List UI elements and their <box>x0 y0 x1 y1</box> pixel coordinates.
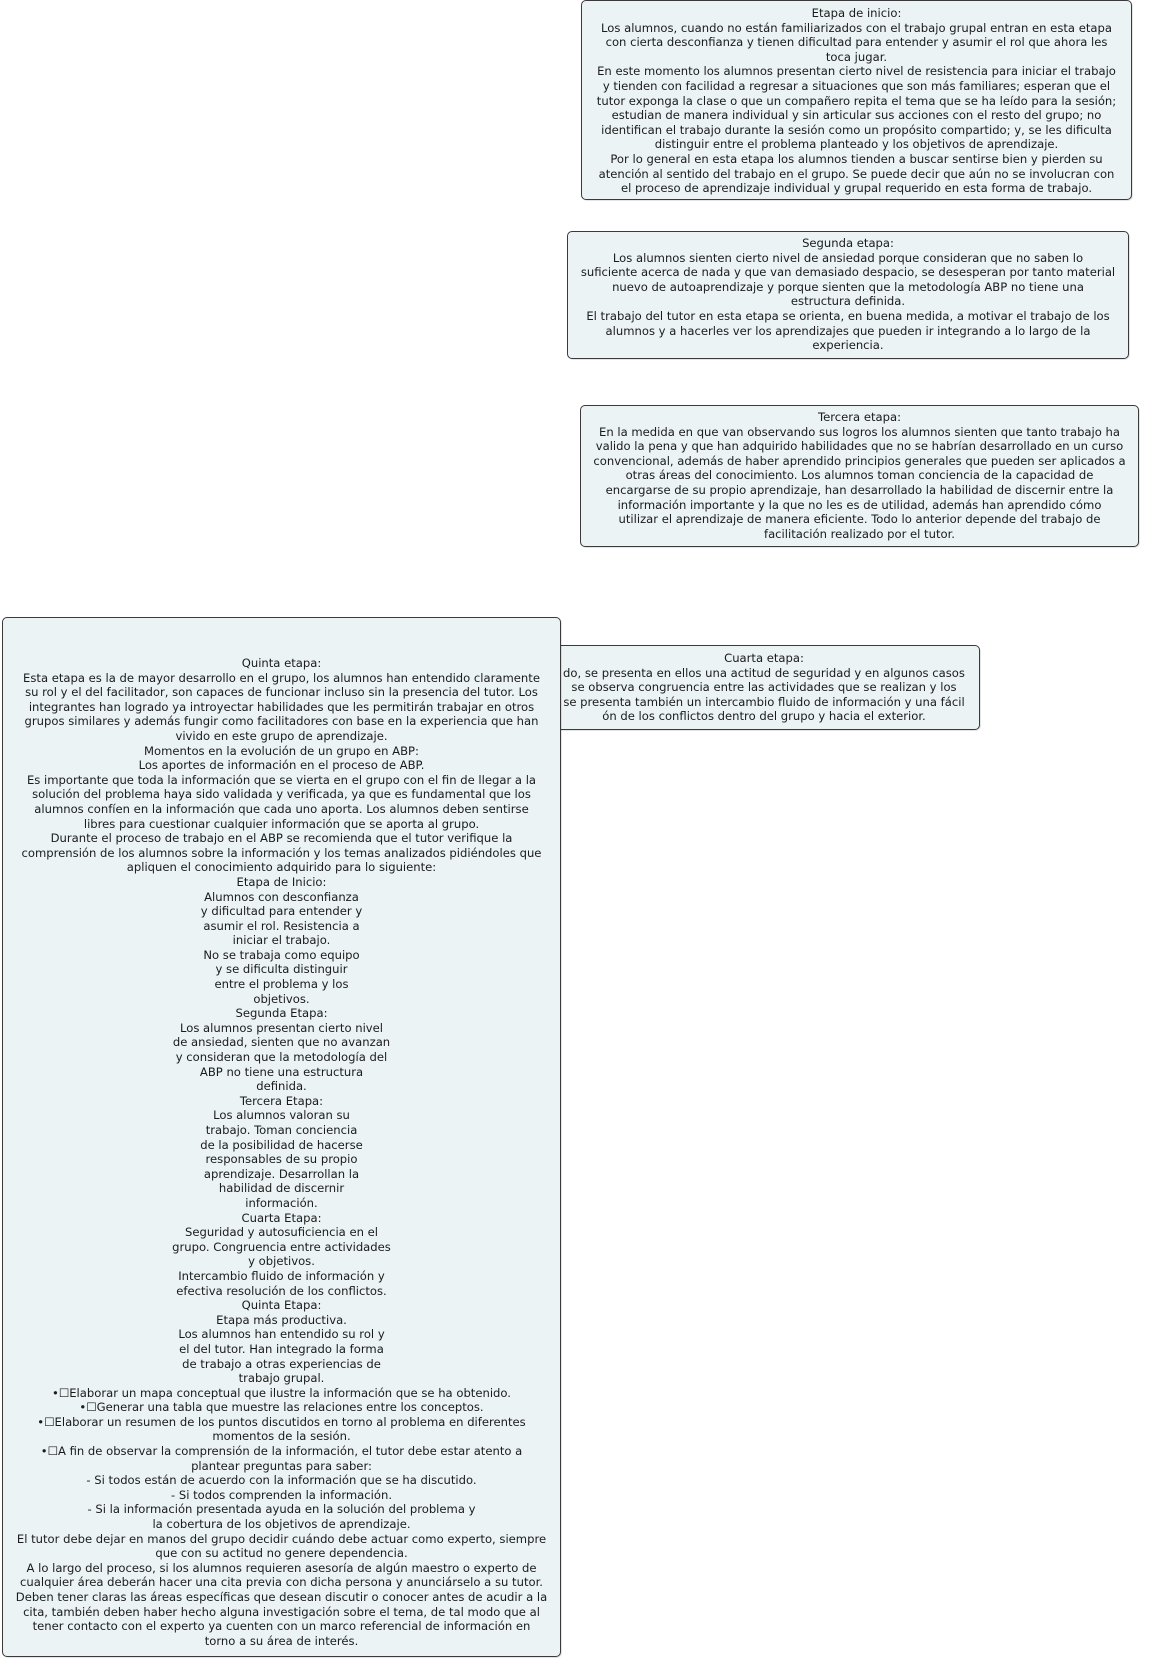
node-text-line: cualquier área deberán hacer una cita previa con dicha persona y anunciárselo a su tutor. <box>20 1575 543 1590</box>
node-text-line: iniciar el trabajo. <box>232 933 331 948</box>
node-text-line: estudian de manera individual y sin articular sus acciones con el resto del grupo; no <box>611 108 1102 123</box>
node-segunda-etapa[interactable] <box>567 231 1129 359</box>
node-text-line: •☐A fin de observar la comprensión de la información, el tutor debe estar atento a <box>40 1444 523 1459</box>
node-text-line: de la posibilidad de hacerse <box>200 1137 363 1152</box>
node-text-line: El trabajo del tutor en esta etapa se orienta, en buena medida, a motivar el trabajo de los <box>586 308 1110 323</box>
node-text-line: vivido en este grupo de aprendizaje. <box>175 728 388 743</box>
node-text-line: identifican el trabajo durante la sesión como un propósito compartido; y, se les dificulta <box>601 122 1112 137</box>
node-text-line: Alumnos con desconfianza <box>204 889 359 904</box>
node-text-line: su rol y el del facilitador, son capaces de funcionar incluso sin la presencia del tutor. Los <box>25 685 538 700</box>
node-text-line: Momentos en la evolución de un grupo en ABP: <box>144 743 419 758</box>
node-text-line: objetivos. <box>253 991 310 1006</box>
node-text-line: responsables de su propio <box>205 1152 358 1167</box>
node-text-line: Los alumnos valoran su <box>213 1108 350 1123</box>
node-text-line: de ansiedad, sienten que no avanzan <box>172 1035 391 1050</box>
node-text-line: aprendizaje. Desarrollan la <box>203 1166 360 1181</box>
node-text-line: de trabajo a otras experiencias de <box>182 1356 381 1371</box>
node-text-line: Los alumnos sienten cierto nivel de ansiedad porque consideran que no saben lo <box>612 250 1084 265</box>
node-text-line: cita, también deben haber hecho alguna investigación sobre el tema, de tal modo que al <box>23 1604 540 1619</box>
node-text-line: Segunda Etapa: <box>235 1006 328 1021</box>
node-text-line: comprensión de los alumnos sobre la información y los temas analizados pidiéndoles que <box>21 845 542 860</box>
node-text-line: distinguir entre el problema planteado y los objetivos de aprendizaje. <box>654 137 1059 152</box>
node-title: Segunda etapa: <box>802 236 894 250</box>
node-text-line: - Si todos comprenden la información. <box>170 1487 393 1502</box>
node-text-line: con cierta desconfianza y tienen dificultad para entender y asumir el rol que ahora les <box>605 35 1108 50</box>
node-text-line: No se trabaja como equipo <box>203 947 360 962</box>
node-text-line: información importante y la que no les es de utilidad, además han aprendido cómo <box>617 497 1102 512</box>
node-cuarta-etapa[interactable] <box>548 645 980 730</box>
node-text-line: Cuarta Etapa: <box>241 1210 322 1225</box>
node-text-line: ón de los conflictos dentro del grupo y hacia el exterior. <box>602 709 926 724</box>
node-text-line: grupos similares y además fungir como facilitadores con base en la experiencia que han <box>24 714 539 729</box>
node-text-line: libres para cuestionar cualquier información que se aporta al grupo. <box>83 816 480 831</box>
node-text-line: y objetivos. <box>248 1254 315 1269</box>
node-text-line: Los alumnos presentan cierto nivel <box>179 1020 384 1035</box>
node-text-line: experiencia. <box>812 338 884 353</box>
node-text-line: En la medida en que van observando sus logros los alumnos sienten que tanto trabajo ha <box>599 424 1120 439</box>
node-text-line: Los alumnos han entendido su rol y <box>178 1327 385 1342</box>
node-text-line: •☐Generar una tabla que muestre las relaciones entre los conceptos. <box>79 1400 484 1415</box>
node-text-line: el proceso de aprendizaje individual y grupal requerido en esta forma de trabajo. <box>620 181 1093 196</box>
node-text-line: otras áreas del conocimiento. Los alumnos toman conciencia de la capacidad de <box>625 468 1094 483</box>
node-text-line: estructura definida. <box>790 294 906 309</box>
node-text-line: Tercera Etapa: <box>239 1093 324 1108</box>
node-text-line: integrantes han logrado ya introyectar habilidades que les permitirán trabajar en otros <box>28 699 535 714</box>
node-text-line: Seguridad y autosuficiencia en el <box>184 1225 378 1240</box>
node-text-line: convencional, además de haber aprendido principios generales que pueden ser aplicados a <box>593 453 1126 468</box>
node-text-line: trabajo grupal. <box>238 1371 325 1386</box>
node-text-line: información. <box>245 1195 318 1210</box>
node-text-line: - Si todos están de acuerdo con la información que se ha discutido. <box>86 1473 477 1488</box>
node-text-line: tener contacto con el experto ya cuenten con un marco referencial de información en <box>32 1619 531 1634</box>
node-text-line: asumir el rol. Resistencia a <box>203 918 360 933</box>
node-text-line: y se dificulta distinguir <box>215 962 348 977</box>
node-text-line: y tienden con facilidad a regresar a situaciones que son más familiares; esperan que el <box>602 78 1111 93</box>
node-text-line: apliquen el conocimiento adquirido para lo siguiente: <box>126 860 437 875</box>
node-text-line: alumnos y a hacerles ver los aprendizajes que pueden ir integrando a lo largo de la <box>605 323 1091 338</box>
node-text-line: torno a su área de interés. <box>204 1633 359 1648</box>
node-text-line: toca jugar. <box>825 49 888 64</box>
node-title: Quinta etapa: <box>241 656 322 670</box>
node-text-line: El tutor debe dejar en manos del grupo decidir cuándo debe actuar como experto, siempre <box>16 1531 547 1546</box>
node-text-line: se presenta también un intercambio fluido de información y una fácil <box>563 694 965 709</box>
node-tercera-etapa[interactable] <box>580 405 1139 547</box>
node-text-line: habilidad de discernir <box>218 1181 345 1196</box>
node-text-line: tutor exponga la clase o que un compañero repita el tema que se ha leído para la sesión; <box>596 93 1117 108</box>
node-text-line: trabajo. Toman conciencia <box>205 1123 358 1137</box>
node-text-line: se observa congruencia entre las actividades que se realizan y los <box>571 680 957 695</box>
node-text-line: momentos de la sesión. <box>212 1429 351 1444</box>
node-text-line: plantear preguntas para saber: <box>191 1458 372 1473</box>
node-text-line: alumnos confíen en la información que cada uno aporta. Los alumnos deben sentirse <box>34 801 529 816</box>
node-text-line: Intercambio fluido de información y <box>178 1268 385 1283</box>
node-quinta-etapa[interactable] <box>2 617 561 1657</box>
node-text-line: facilitación realizado por el tutor. <box>764 526 955 541</box>
node-text-line: Esta etapa es la de mayor desarrollo en el grupo, los alumnos han entendido claramente <box>23 670 540 685</box>
node-text-line: Etapa de Inicio: <box>236 874 327 889</box>
node-text-line: que con su actitud no genere dependencia. <box>155 1546 408 1561</box>
node-text-line: encargarse de su propio aprendizaje, han desarrollado la habilidad de discernir entre la <box>605 482 1114 497</box>
node-text-line: Durante el proceso de trabajo en el ABP se recomienda que el tutor verifique la <box>50 831 513 846</box>
node-text-line: Etapa más productiva. <box>216 1312 347 1327</box>
node-text-line: el del tutor. Han integrado la forma <box>179 1341 384 1356</box>
node-text-line: definida. <box>256 1079 307 1094</box>
node-text-line: nuevo de autoaprendizaje y porque sienten que la metodología ABP no tiene una <box>612 279 1084 294</box>
node-text-line: entre el problema y los <box>214 977 349 992</box>
node-text-line: y dificultad para entender y <box>200 904 363 919</box>
node-text-line: Es importante que toda la información que se vierta en el grupo con el fin de llegar a la <box>26 772 537 787</box>
node-text-line: Quinta Etapa: <box>241 1298 322 1313</box>
node-text-line: valido la pena y que han adquirido habilidades que no se habrían desarrollado en un curso <box>595 439 1124 454</box>
node-text-line: Por lo general en esta etapa los alumnos tienden a buscar sentirse bien y pierden su <box>610 151 1103 166</box>
node-text-line: Los alumnos, cuando no están familiarizados con el trabajo grupal entran en esta etapa <box>601 20 1112 35</box>
node-title: Cuarta etapa: <box>724 651 804 665</box>
node-text-line: utilizar el aprendizaje de manera eficiente. Todo lo anterior depende del trabajo de <box>618 512 1101 527</box>
node-text-line: En este momento los alumnos presentan cierto nivel de resistencia para iniciar el trabajo <box>597 64 1116 79</box>
node-text-line: A lo largo del proceso, si los alumnos requieren asesoría de algún maestro o experto de <box>26 1560 537 1575</box>
node-text-line: atención al sentido del trabajo en el grupo. Se puede decir que aún no se involucran con <box>598 166 1115 181</box>
node-text-line: ABP no tiene una estructura <box>199 1064 364 1079</box>
node-etapa-inicio[interactable] <box>581 0 1132 200</box>
node-text-line: solución del problema haya sido validada y verificada, ya que es fundamental que los <box>32 787 531 802</box>
node-text-line: y consideran que la metodología del <box>175 1050 388 1065</box>
node-text-line: Deben tener claras las áreas específicas que desean discutir o conocer antes de acudir a la <box>15 1590 548 1604</box>
node-title: Tercera etapa: <box>818 410 901 424</box>
node-text-line: suficiente acerca de nada y que van demasiado despacio, se desesperan por tanto material <box>580 265 1116 280</box>
node-text-line: efectiva resolución de los conflictos. <box>176 1283 387 1298</box>
node-title: Etapa de inicio: <box>811 6 902 20</box>
node-text-line: do, se presenta en ellos una actitud de seguridad y en algunos casos <box>563 665 965 680</box>
node-text-line: la cobertura de los objetivos de aprendizaje. <box>152 1517 411 1532</box>
node-text-line: - Si la información presentada ayuda en la solución del problema y <box>87 1502 476 1517</box>
node-text-line: •☐Elaborar un resumen de los puntos discutidos en torno al problema en diferentes <box>37 1414 526 1429</box>
node-text-line: Los aportes de información en el proceso de ABP. <box>138 758 425 773</box>
node-text-line: •☐Elaborar un mapa conceptual que ilustre la información que se ha obtenido. <box>51 1385 511 1400</box>
node-text-line: grupo. Congruencia entre actividades <box>172 1239 391 1254</box>
